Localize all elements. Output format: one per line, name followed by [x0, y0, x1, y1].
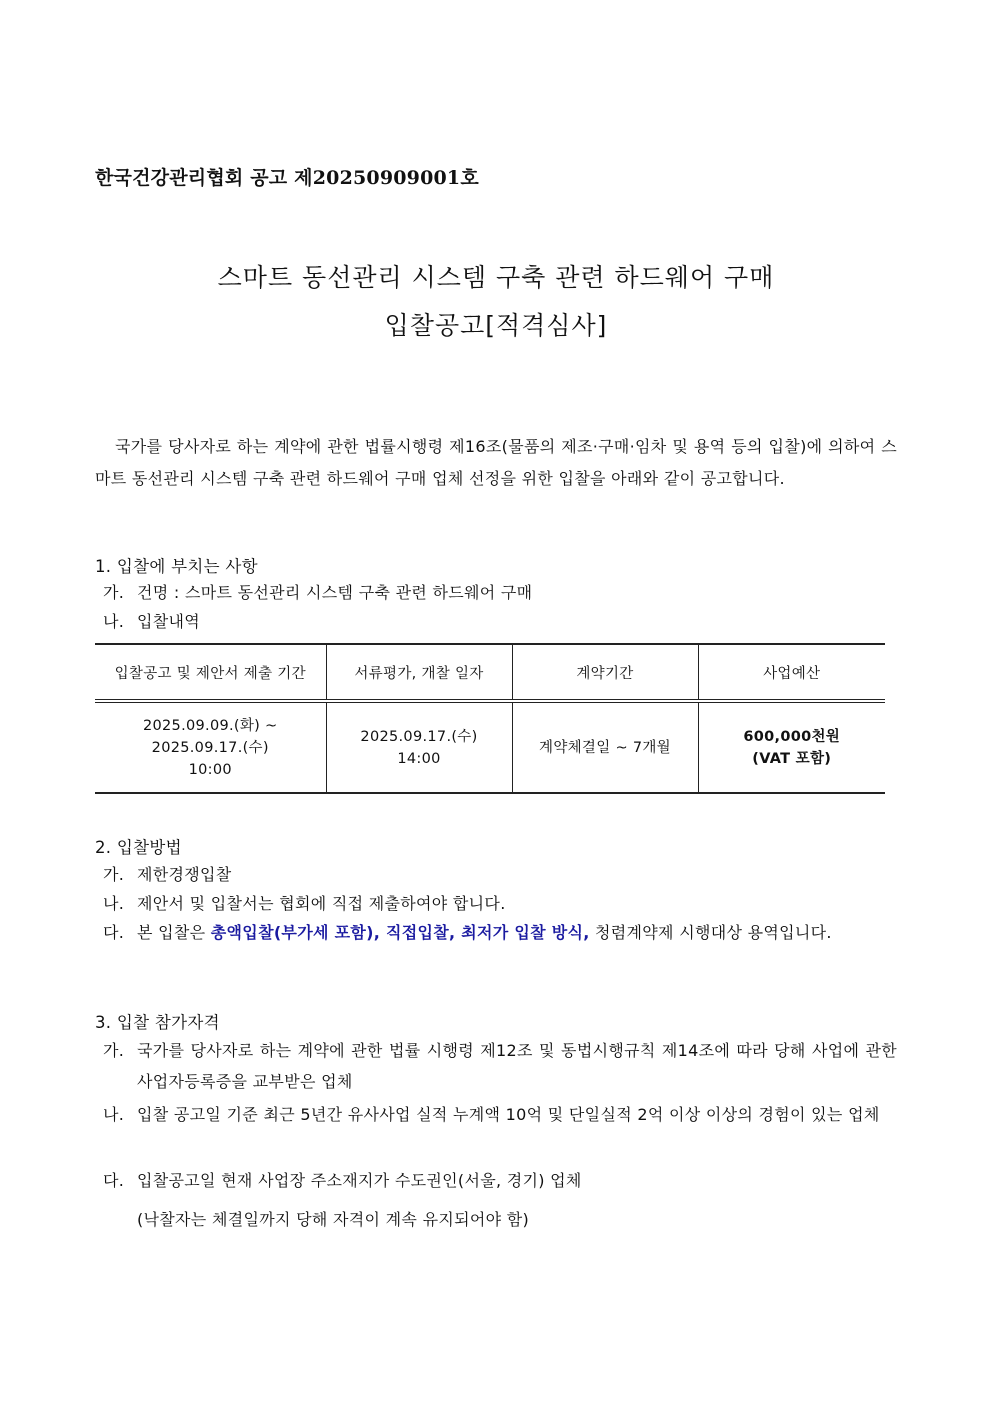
bid-method-highlight: 총액입찰(부가세 포함), 직접입찰, 최저가 입찰 방식,	[210, 923, 590, 942]
eval-time: 14:00	[397, 750, 441, 767]
item-marker: 가.	[103, 583, 125, 602]
cell-contract-period: 계약체결일 ~ 7개월	[512, 701, 698, 793]
section-2-item-b	[103, 888, 897, 919]
item-text-suffix: 청렴계약제 시행대상 용역입니다.	[589, 923, 832, 942]
notice-number: 한국건강관리협회 공고 제20250909001호	[95, 167, 479, 189]
item-text: 국가를 당사자로 하는 계약에 관한 법률 시행령 제12조 및 동법시행규칙 제14조에 따라 당해 사업에 관한 사업자등록증을 교부받은 업체	[137, 1041, 897, 1091]
period-start: 2025.09.09.(화) ~	[142, 717, 278, 734]
intro-paragraph	[95, 431, 897, 494]
item-marker: 가.	[103, 865, 125, 884]
item-marker: 나.	[103, 1105, 125, 1124]
table-row	[95, 701, 885, 793]
section-3-heading: 3. 입찰 참가자격	[95, 1013, 220, 1032]
cell-evaluation-date	[326, 701, 512, 793]
item-marker: 나.	[103, 894, 125, 913]
item-text: 입찰내역	[137, 612, 201, 631]
item-text: 입찰공고일 현재 사업장 주소재지가 수도권인(서울, 경기) 업체	[137, 1171, 582, 1190]
budget-vat: (VAT 포함)	[752, 750, 832, 767]
budget-amount: 600,000천원	[743, 728, 841, 745]
header-budget: 사업예산	[698, 644, 885, 701]
header-submission-period: 입찰공고 및 제안서 제출 기간	[95, 644, 326, 701]
item-text: 제한경쟁입찰	[137, 865, 232, 884]
section-2-item-c	[103, 917, 897, 948]
item-marker: 다.	[103, 923, 125, 942]
section-2-heading: 2. 입찰방법	[95, 838, 182, 857]
intro-text: 국가를 당사자로 하는 계약에 관한 법률시행령 제16조(물품의 제조·구매·임차 및 용역 등의 입찰)에 의하여 스마트 동선관리 시스템 구축 관련 하드웨어 구매 업체 선정을 위한 입찰을 아래와 같이 공고합니다.	[95, 437, 897, 488]
section-3-note: (낙찰자는 체결일까지 당해 자격이 계속 유지되어야 함)	[137, 1210, 530, 1229]
section-1-heading: 1. 입찰에 부치는 사항	[95, 557, 258, 576]
section-1-item-a	[103, 577, 897, 608]
section-3-item-c	[103, 1165, 897, 1196]
item-text-prefix: 본 입찰은	[137, 923, 211, 942]
period-end: 2025.09.17.(수)	[151, 739, 269, 756]
section-3-item-b	[103, 1099, 897, 1130]
title-line-2: 입찰공고[적격심사]	[384, 311, 608, 340]
eval-date: 2025.09.17.(수)	[360, 728, 478, 745]
bid-details-table	[95, 643, 885, 794]
item-marker: 나.	[103, 612, 125, 631]
section-3-item-a	[103, 1035, 897, 1097]
item-marker: 다.	[103, 1171, 125, 1190]
header-evaluation-date: 서류평가, 개찰 일자	[326, 644, 512, 701]
item-text	[103, 917, 897, 948]
item-text: 제안서 및 입찰서는 협회에 직접 제출하여야 합니다.	[137, 894, 506, 913]
table-header-row	[95, 644, 885, 701]
section-1-item-b	[103, 606, 897, 637]
cell-submission-period	[95, 701, 326, 793]
item-text: 입찰 공고일 기준 최근 5년간 유사사업 실적 누계액 10억 및 단일실적 2억 이상 이상의 경험이 있는 업체	[137, 1105, 880, 1124]
title-line-1: 스마트 동선관리 시스템 구축 관련 하드웨어 구매	[217, 263, 775, 292]
item-text: 건명 : 스마트 동선관리 시스템 구축 관련 하드웨어 구매	[137, 583, 533, 602]
item-marker: 가.	[103, 1041, 125, 1060]
section-2-item-a	[103, 859, 897, 890]
header-contract-period: 계약기간	[512, 644, 698, 701]
period-time: 10:00	[188, 761, 232, 778]
cell-budget	[698, 701, 885, 793]
